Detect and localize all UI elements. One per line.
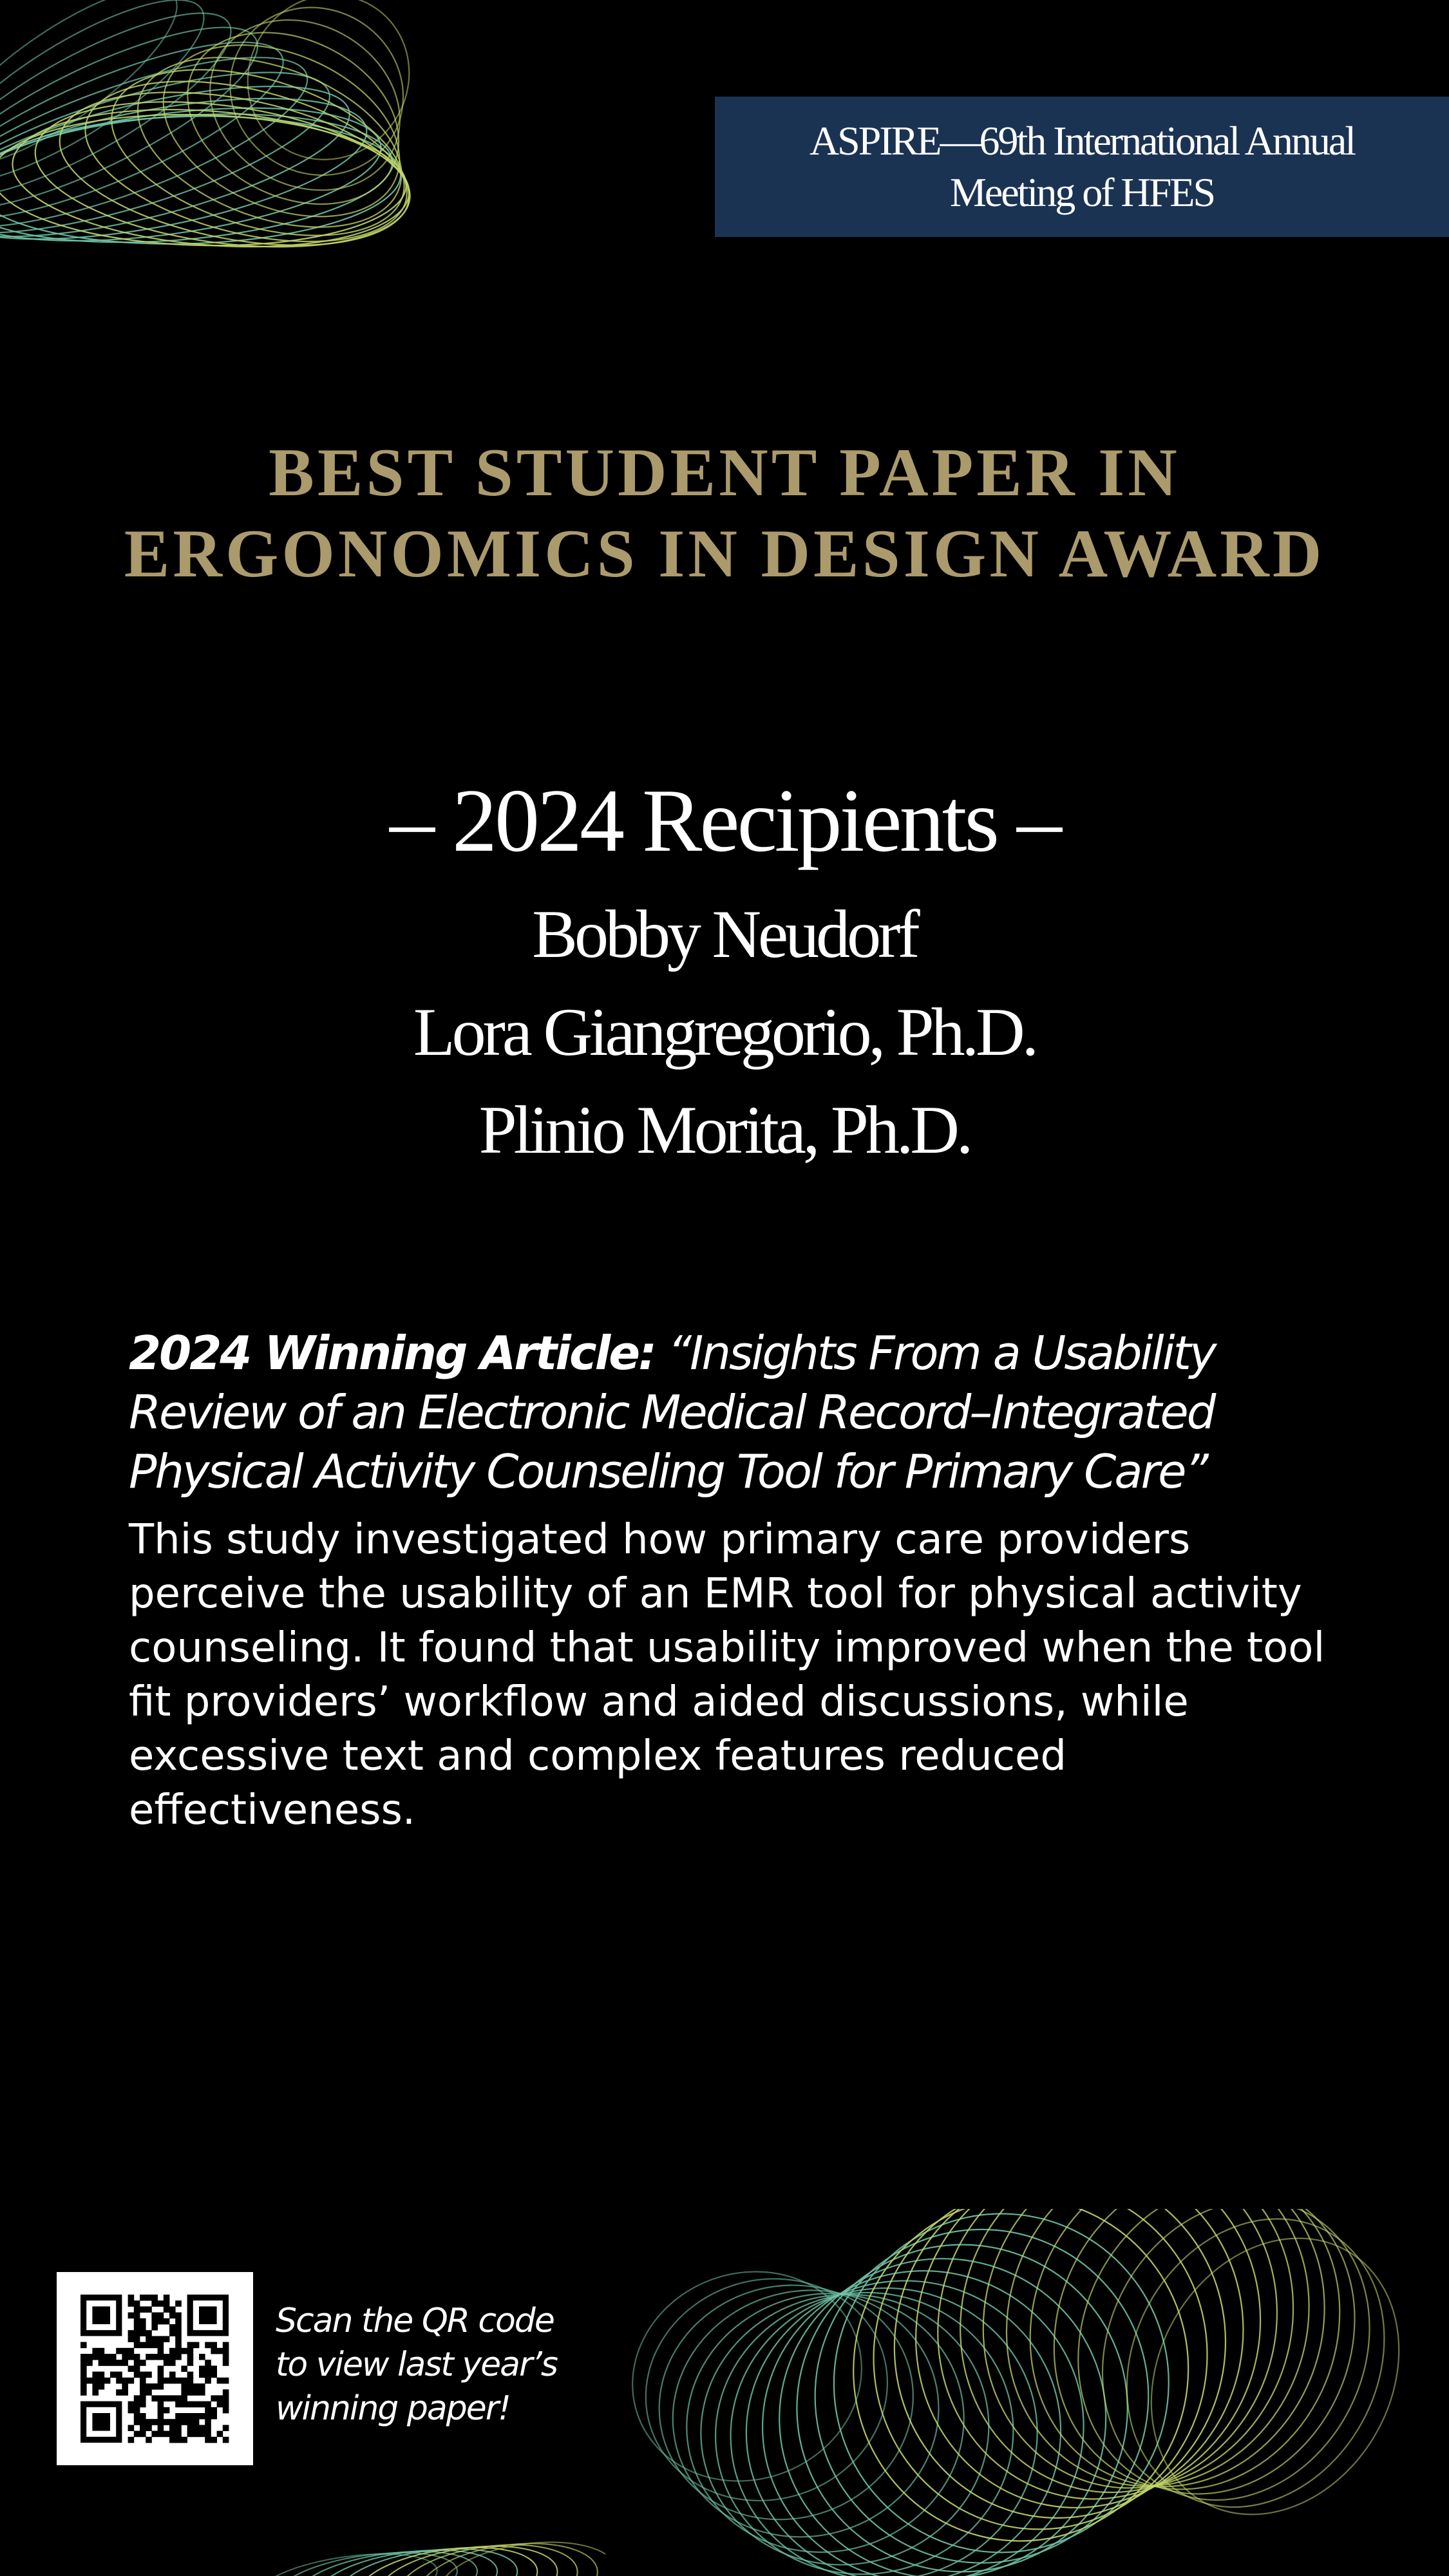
recipient-name: Plinio Morita, Ph.D. (478, 1092, 971, 1168)
winning-article (129, 1323, 1352, 1837)
conference-name: ASPIRE—69th International Annual Meeting of HFES (809, 118, 1355, 215)
award-title-line: ERGONOMICS IN DESIGN AWARD (124, 516, 1325, 592)
wireframe-wave-icon (270, 2512, 605, 2576)
qr-caption (276, 2299, 611, 2430)
qr-caption-line: to view last year’s (276, 2345, 557, 2384)
recipients-heading: – 2024 Recipients – (390, 771, 1059, 871)
award-title-line: BEST STUDENT PAPER IN (269, 435, 1180, 511)
wireframe-wave-icon (580, 2209, 1449, 2576)
recipient-list (0, 886, 1449, 1179)
recipient-name: Lora Giangregorio, Ph.D. (413, 994, 1036, 1070)
article-summary: This study investigated how primary care providers perceive the usability of an EMR tool for physical activity counseling. It found that usability improved when the tool fit providers’ workflow and aided discussions, while excessive text and complex features reduced effectiveness. (129, 1516, 1325, 1834)
article-title: “Insights From a Usability Review of an Electronic Medical Record–Integrated Physical Activity Counseling Tool for Primary Care” (129, 1326, 1215, 1499)
recipient-name: Bobby Neudorf (532, 896, 917, 972)
conference-banner (715, 97, 1449, 237)
qr-code-icon[interactable] (57, 2272, 253, 2465)
award-title (0, 432, 1449, 594)
qr-caption-line: winning paper! (276, 2389, 510, 2428)
article-label: 2024 Winning Article: (129, 1326, 655, 1380)
wireframe-wave-icon (0, 0, 708, 309)
article-heading (129, 1323, 1352, 1501)
qr-caption-line: Scan the QR code (276, 2302, 554, 2340)
